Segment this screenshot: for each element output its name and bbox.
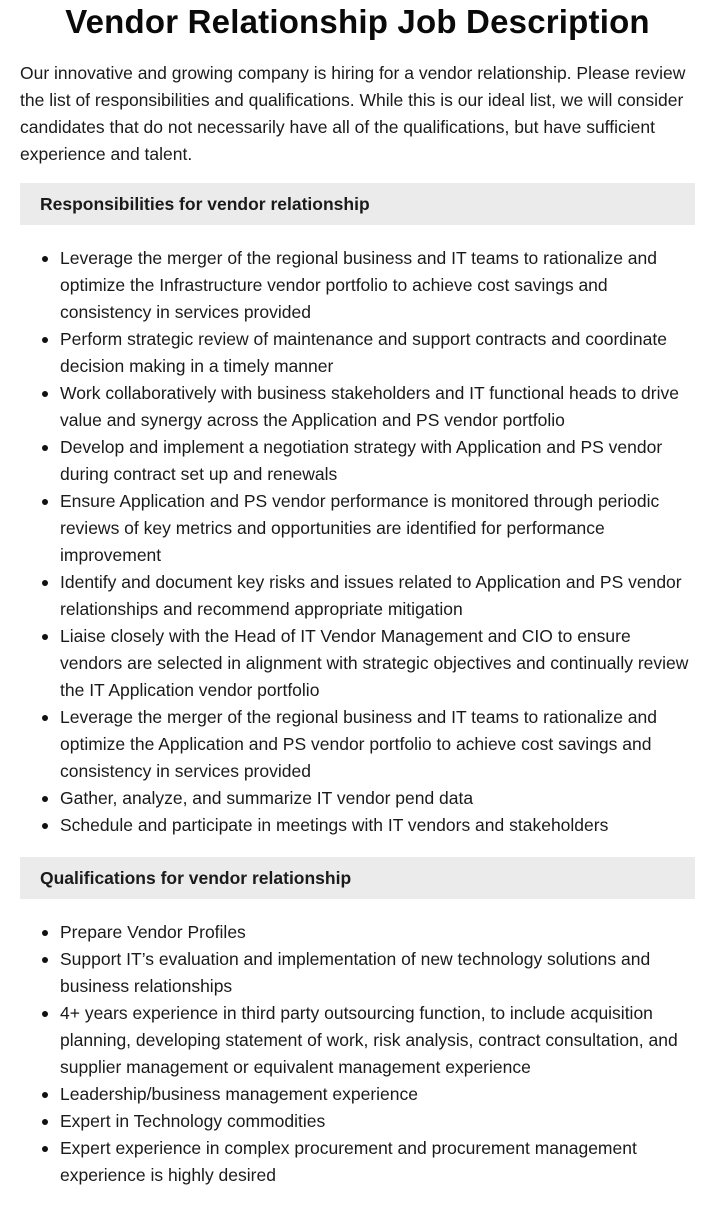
qualification-item: Expert experience in complex procurement and procurement management experience is highly desired — [60, 1135, 695, 1189]
qualifications-heading: Qualifications for vendor relationship — [20, 857, 695, 899]
responsibilities-heading: Responsibilities for vendor relationship — [20, 183, 695, 225]
qualification-item: 4+ years experience in third party outsourcing function, to include acquisition planning, developing statement of work, risk analysis, contract consultation, and supplier management or equivalent management experience — [60, 1000, 695, 1081]
responsibility-item: Leverage the merger of the regional business and IT teams to rationalize and optimize the Application and PS vendor portfolio to achieve cost savings and consistency in services provided — [60, 704, 695, 785]
intro-paragraph: Our innovative and growing company is hiring for a vendor relationship. Please review the list of responsibilities and qualifications. While this is our ideal list, we will consider candidates that do not necessarily have all of the qualifications, but have sufficient experience and talent. — [20, 63, 686, 164]
responsibility-item: Develop and implement a negotiation strategy with Application and PS vendor during contract set up and renewals — [60, 434, 695, 488]
responsibility-item: Schedule and participate in meetings with IT vendors and stakeholders — [60, 812, 695, 839]
responsibility-item: Identify and document key risks and issues related to Application and PS vendor relationships and recommend appropriate mitigation — [60, 569, 695, 623]
responsibility-item: Leverage the merger of the regional business and IT teams to rationalize and optimize the Infrastructure vendor portfolio to achieve cost savings and consistency in services provided — [60, 245, 695, 326]
qualifications-list — [20, 919, 695, 1189]
responsibility-item: Gather, analyze, and summarize IT vendor pend data — [60, 785, 695, 812]
qualification-item: Expert in Technology commodities — [60, 1108, 695, 1135]
responsibility-item: Liaise closely with the Head of IT Vendor Management and CIO to ensure vendors are selected in alignment with strategic objectives and continually review the IT Application vendor portfolio — [60, 623, 695, 704]
qualification-item: Leadership/business management experience — [60, 1081, 695, 1108]
page-title: Vendor Relationship Job Description — [65, 3, 650, 40]
responsibility-item: Work collaboratively with business stakeholders and IT functional heads to drive value and synergy across the Application and PS vendor portfolio — [60, 380, 695, 434]
responsibility-item: Ensure Application and PS vendor performance is monitored through periodic reviews of key metrics and opportunities are identified for performance improvement — [60, 488, 695, 569]
qualification-item: Prepare Vendor Profiles — [60, 919, 695, 946]
responsibility-item: Perform strategic review of maintenance and support contracts and coordinate decision making in a timely manner — [60, 326, 695, 380]
qualification-item: Support IT’s evaluation and implementation of new technology solutions and business relationships — [60, 946, 695, 1000]
responsibilities-list — [20, 245, 695, 839]
